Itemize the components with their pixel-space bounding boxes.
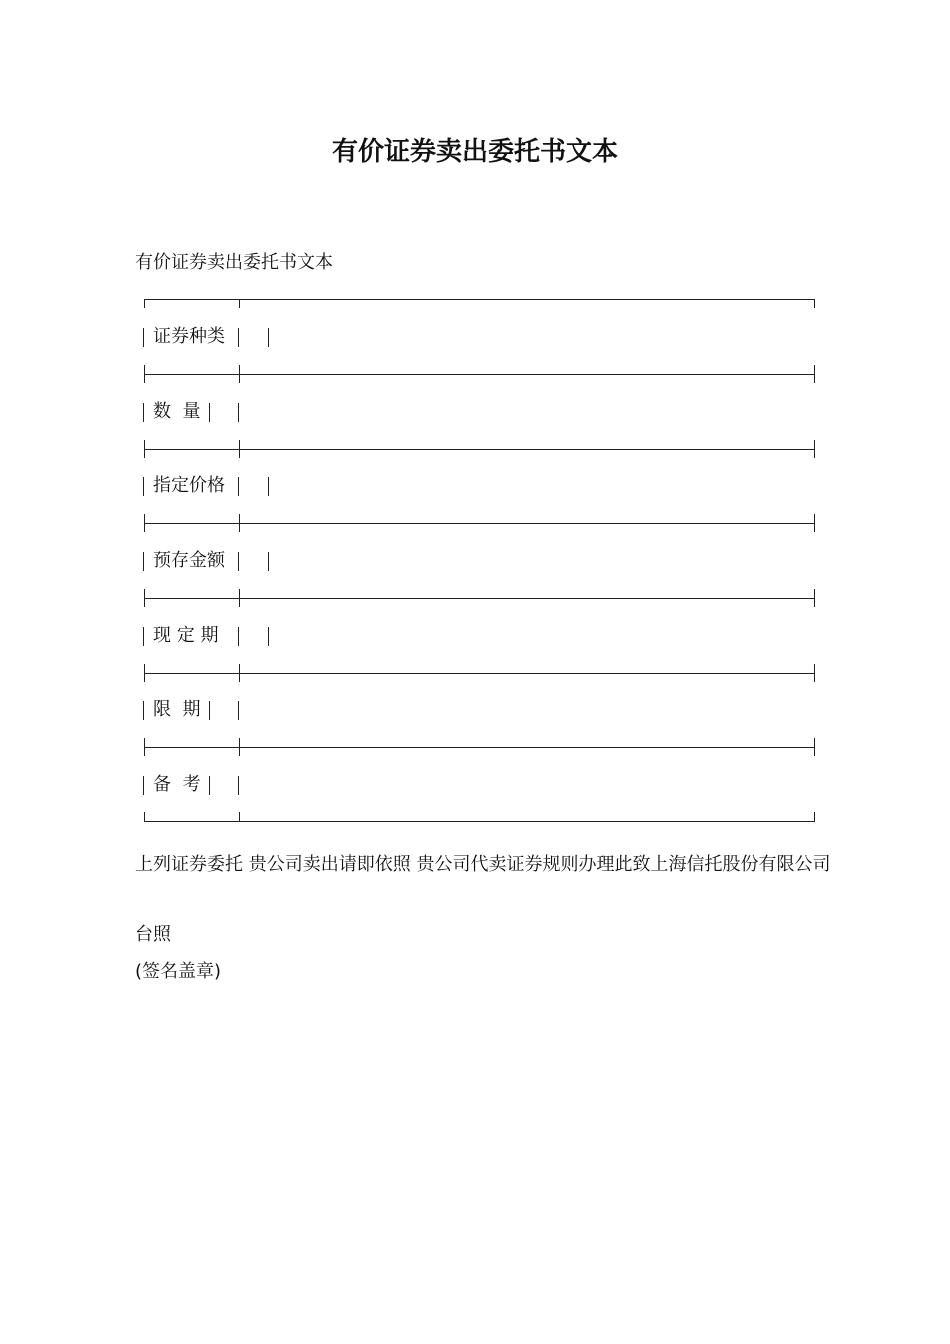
signature-line: (签名盖章) xyxy=(135,961,222,982)
corner-tick xyxy=(144,812,145,821)
row-bar xyxy=(238,328,239,347)
corner-tick xyxy=(814,812,815,821)
table-top-border xyxy=(144,299,815,300)
corner-tick xyxy=(239,812,240,821)
row-label-time-limit: 限 期 xyxy=(153,699,201,720)
row-bar xyxy=(209,776,210,795)
row-divider xyxy=(144,747,815,748)
row-label-specified-price: 指定价格 xyxy=(153,475,225,496)
row-bar xyxy=(238,701,239,720)
junction-tick xyxy=(239,589,240,607)
instruction-paragraph: 上列证券委托 贵公司卖出请即依照 贵公司代卖证券规则办理此致上海信托股份有限公司 xyxy=(135,854,831,875)
junction-tick xyxy=(239,738,240,756)
junction-tick xyxy=(144,365,145,383)
junction-tick xyxy=(814,514,815,532)
row-label-current-term: 现 定 期 xyxy=(153,625,219,646)
row-bar xyxy=(238,627,239,646)
junction-tick xyxy=(814,738,815,756)
value-security-type[interactable] xyxy=(245,325,805,349)
value-deposit-amount[interactable] xyxy=(245,549,805,573)
value-remarks[interactable] xyxy=(245,773,805,797)
document-title: 有价证券卖出委托书文本 xyxy=(331,137,618,167)
value-specified-price[interactable] xyxy=(245,474,805,498)
junction-tick xyxy=(814,365,815,383)
row-bar xyxy=(143,328,144,347)
row-bar xyxy=(143,776,144,795)
row-bar xyxy=(143,627,144,646)
corner-tick xyxy=(144,299,145,308)
row-bar xyxy=(238,477,239,496)
junction-tick xyxy=(239,440,240,458)
junction-tick xyxy=(144,514,145,532)
row-label-security-type: 证券种类 xyxy=(153,326,225,347)
junction-tick xyxy=(814,589,815,607)
row-divider xyxy=(144,673,815,674)
junction-tick xyxy=(814,440,815,458)
row-divider xyxy=(144,598,815,599)
row-label-deposit-amount: 预存金额 xyxy=(153,550,225,571)
salutation: 台照 xyxy=(135,924,171,945)
junction-tick xyxy=(144,589,145,607)
junction-tick xyxy=(144,440,145,458)
row-bar xyxy=(238,776,239,795)
row-divider xyxy=(144,449,815,450)
document-subtitle: 有价证券卖出委托书文本 xyxy=(135,252,333,273)
junction-tick xyxy=(239,664,240,682)
row-bar xyxy=(238,403,239,422)
row-label-remarks: 备 考 xyxy=(153,774,201,795)
row-label-quantity: 数 量 xyxy=(153,401,201,422)
row-divider xyxy=(144,374,815,375)
row-bar xyxy=(238,552,239,571)
corner-tick xyxy=(814,299,815,308)
row-bar xyxy=(209,701,210,720)
junction-tick xyxy=(814,664,815,682)
junction-tick xyxy=(239,365,240,383)
junction-tick xyxy=(144,664,145,682)
value-current-term[interactable] xyxy=(245,624,805,648)
value-time-limit[interactable] xyxy=(245,698,805,722)
corner-tick xyxy=(239,299,240,308)
row-bar xyxy=(143,477,144,496)
table-bottom-border xyxy=(144,821,815,822)
junction-tick xyxy=(239,514,240,532)
value-quantity[interactable] xyxy=(245,400,805,424)
row-bar xyxy=(143,403,144,422)
row-bar xyxy=(143,552,144,571)
row-bar xyxy=(209,403,210,422)
row-divider xyxy=(144,523,815,524)
junction-tick xyxy=(144,738,145,756)
row-bar xyxy=(143,701,144,720)
